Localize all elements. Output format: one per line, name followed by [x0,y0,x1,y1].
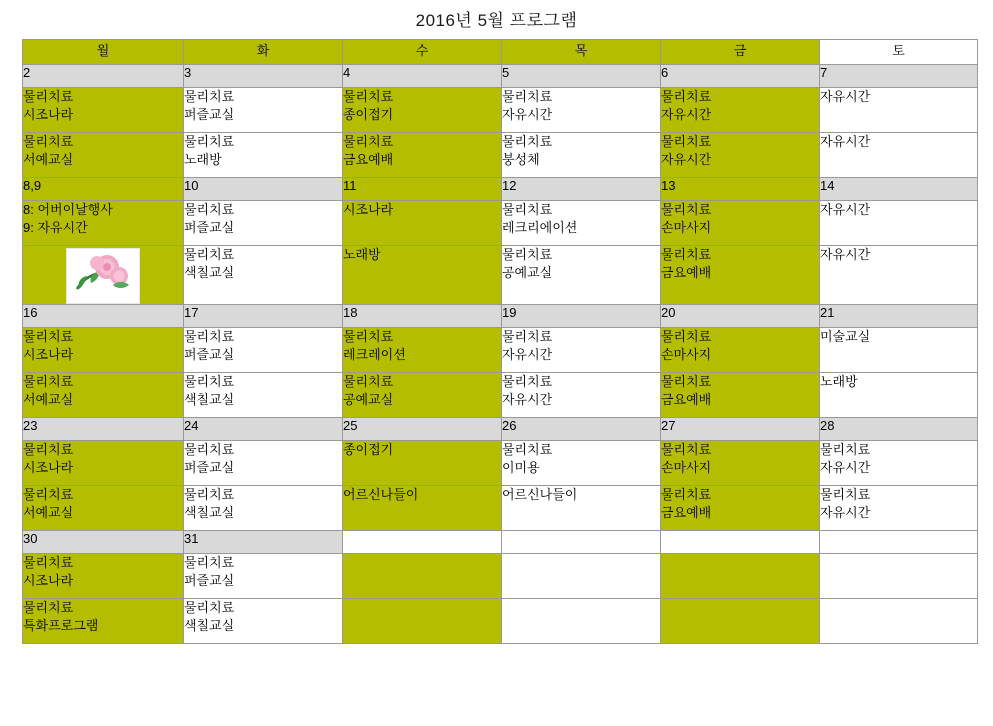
daynum-cell: 6 [661,65,820,88]
daynum-cell [820,531,978,554]
program-line-2: 금요예배 [661,264,712,280]
program-line-1: 물리치료 [184,600,235,615]
program-line-1: 물리치료 [661,89,712,104]
program-cell [820,246,978,305]
program-cell-empty [661,599,820,644]
program-row [23,201,978,246]
weekday-header-sat: 토 [820,40,978,65]
program-line-2: 특화프로그램 [23,617,99,633]
program-cell [820,441,978,486]
program-line-1: 어르신나들이 [502,487,578,502]
program-cell [502,328,661,373]
daynum-row [23,65,978,88]
program-row [23,246,978,305]
program-cell [820,201,978,246]
program-cell [184,328,343,373]
program-cell [661,133,820,178]
daynum-cell: 7 [820,65,978,88]
program-line-1: 물리치료 [184,555,235,570]
program-line-1: 물리치료 [23,600,74,615]
weekday-header-tue: 화 [184,40,343,65]
daynum-cell: 10 [184,178,343,201]
program-line-2: 퍼즐교실 [184,106,235,122]
program-line-2: 이미용 [502,459,540,475]
program-line-1: 물리치료 [502,442,553,457]
program-cell-empty [661,554,820,599]
program-cell [820,133,978,178]
program-cell [502,441,661,486]
program-cell [184,486,343,531]
program-cell-empty [820,599,978,644]
program-line-1: 어르신나들이 [343,487,419,502]
program-line-2: 자유시간 [502,391,553,407]
program-cell [343,373,502,418]
program-line-1: 노래방 [820,374,858,389]
program-row [23,373,978,418]
program-cell [23,328,184,373]
program-line-2: 시조나라 [23,572,74,588]
program-cell [502,133,661,178]
program-line-1: 물리치료 [23,487,74,502]
program-line-1: 물리치료 [661,329,712,344]
weekday-header-row [23,40,978,65]
program-cell [23,441,184,486]
page-title: 2016년 5월 프로그램 [415,11,578,30]
program-line-2: 색칠교실 [184,264,235,280]
daynum-row [23,531,978,554]
daynum-cell: 23 [23,418,184,441]
daynum-cell: 11 [343,178,502,201]
program-cell-with-image [23,246,184,305]
program-line-2: 공예교실 [343,391,394,407]
weekday-header-mon: 월 [23,40,184,65]
daynum-cell: 20 [661,305,820,328]
program-line-2: 시조나라 [23,346,74,362]
program-line-2: 자유시간 [502,106,553,122]
program-line-1: 물리치료 [502,374,553,389]
program-line-2: 자유시간 [502,346,553,362]
program-cell [661,486,820,531]
program-line-1: 물리치료 [502,329,553,344]
calendar-head [23,40,978,65]
program-line-2: 손마사지 [661,346,712,362]
program-cell [184,133,343,178]
daynum-cell [502,531,661,554]
program-line-1: 물리치료 [184,442,235,457]
daynum-cell: 19 [502,305,661,328]
program-line-2: 금요예배 [661,504,712,520]
daynum-cell: 27 [661,418,820,441]
program-cell [184,88,343,133]
program-line-2: 금요예배 [661,391,712,407]
program-line-2: 퍼즐교실 [184,459,235,475]
program-line-1: 물리치료 [502,89,553,104]
program-cell [23,599,184,644]
program-line-2: 자유시간 [661,106,712,122]
program-cell [184,246,343,305]
program-cell [502,486,661,531]
program-line-2: 색칠교실 [184,617,235,633]
daynum-cell: 2 [23,65,184,88]
program-cell-empty [343,599,502,644]
program-line-1: 물리치료 [23,555,74,570]
program-line-2: 공예교실 [502,264,553,280]
program-line-1: 물리치료 [661,487,712,502]
program-cell [661,328,820,373]
weekday-header-thu: 목 [502,40,661,65]
weekday-header-wed: 수 [343,40,502,65]
program-line-2: 색칠교실 [184,391,235,407]
program-line-2: 색칠교실 [184,504,235,520]
program-line-1: 물리치료 [184,134,235,149]
program-line-1: 물리치료 [820,487,871,502]
program-line-2: 손마사지 [661,219,712,235]
daynum-cell: 26 [502,418,661,441]
program-line-1: 물리치료 [23,329,74,344]
program-cell [343,246,502,305]
program-cell-empty [502,599,661,644]
daynum-cell: 8,9 [23,178,184,201]
program-line-1: 물리치료 [661,134,712,149]
program-row [23,441,978,486]
program-cell-empty [820,554,978,599]
program-cell [661,246,820,305]
daynum-cell: 16 [23,305,184,328]
program-line-1: 종이접기 [343,442,394,457]
program-line-1: 물리치료 [661,247,712,262]
program-cell-empty [343,554,502,599]
program-cell [820,373,978,418]
program-cell [343,441,502,486]
program-line-2: 퍼즐교실 [184,572,235,588]
program-cell [184,201,343,246]
program-line-1: 물리치료 [343,134,394,149]
program-cell [343,486,502,531]
program-row [23,554,978,599]
program-line-1: 미술교실 [820,329,871,344]
daynum-cell: 4 [343,65,502,88]
program-line-1: 물리치료 [820,442,871,457]
program-cell [820,486,978,531]
program-line-2: 자유시간 [820,459,871,475]
daynum-cell: 17 [184,305,343,328]
program-cell [184,599,343,644]
program-cell [661,88,820,133]
daynum-row [23,418,978,441]
program-line-1: 시조나라 [343,202,394,217]
program-line-1: 물리치료 [661,374,712,389]
program-line-1: 물리치료 [661,202,712,217]
daynum-cell: 14 [820,178,978,201]
daynum-cell: 24 [184,418,343,441]
program-line-2: 손마사지 [661,459,712,475]
program-line-1: 물리치료 [23,442,74,457]
program-line-1: 물리치료 [343,89,394,104]
program-line-2: 붕성체 [502,151,540,167]
program-cell [184,554,343,599]
daynum-cell: 3 [184,65,343,88]
daynum-cell [343,531,502,554]
program-line-1: 물리치료 [502,247,553,262]
program-line-1: 8: 어버이날행사 [23,202,113,217]
program-row [23,486,978,531]
program-cell [23,373,184,418]
program-line-1: 물리치료 [184,247,235,262]
program-line-1: 물리치료 [23,89,74,104]
program-cell [661,441,820,486]
program-line-1: 물리치료 [184,374,235,389]
program-cell [661,201,820,246]
program-row [23,599,978,644]
daynum-row [23,178,978,201]
daynum-cell: 13 [661,178,820,201]
program-cell-empty [502,554,661,599]
program-cell [23,133,184,178]
program-line-2: 노래방 [184,151,222,167]
program-line-2: 시조나라 [23,459,74,475]
program-line-1: 물리치료 [23,134,74,149]
program-line-2: 서예교실 [23,391,74,407]
program-cell [343,328,502,373]
program-cell [502,201,661,246]
daynum-cell: 18 [343,305,502,328]
program-cell [23,554,184,599]
program-cell [184,441,343,486]
daynum-cell: 5 [502,65,661,88]
program-line-2: 자유시간 [820,504,871,520]
program-line-1: 자유시간 [820,202,871,217]
program-cell [502,246,661,305]
program-calendar-table [22,39,978,644]
program-line-2: 금요예배 [343,151,394,167]
program-cell [23,486,184,531]
program-cell [820,88,978,133]
program-line-2: 레크레이션 [343,346,406,362]
program-line-2: 서예교실 [23,504,74,520]
program-line-1: 물리치료 [661,442,712,457]
calendar-body [23,65,978,644]
program-line-1: 물리치료 [502,202,553,217]
program-line-1: 물리치료 [343,374,394,389]
program-line-1: 물리치료 [184,487,235,502]
program-line-2: 퍼즐교실 [184,219,235,235]
program-cell [820,328,978,373]
daynum-cell: 25 [343,418,502,441]
program-line-2: 시조나라 [23,106,74,122]
program-line-1: 노래방 [343,247,381,262]
daynum-cell: 12 [502,178,661,201]
program-line-2: 종이접기 [343,106,394,122]
daynum-cell: 31 [184,531,343,554]
program-cell [502,88,661,133]
program-line-1: 물리치료 [184,202,235,217]
program-line-2: 레크리에이션 [502,219,578,235]
program-line-2: 9: 자유시간 [23,219,88,235]
program-cell [343,201,502,246]
program-line-2: 서예교실 [23,151,74,167]
daynum-cell: 28 [820,418,978,441]
daynum-cell: 21 [820,305,978,328]
program-row [23,328,978,373]
program-line-1: 물리치료 [343,329,394,344]
program-line-1: 물리치료 [184,89,235,104]
program-cell [502,373,661,418]
program-line-1: 자유시간 [820,89,871,104]
program-row [23,133,978,178]
program-cell [184,373,343,418]
program-line-2: 퍼즐교실 [184,346,235,362]
daynum-cell [661,531,820,554]
weekday-header-fri: 금 [661,40,820,65]
program-line-2: 자유시간 [661,151,712,167]
flower-photo-icon [66,248,140,304]
program-line-1: 물리치료 [502,134,553,149]
program-line-1: 물리치료 [23,374,74,389]
program-row [23,88,978,133]
program-cell [23,201,184,246]
daynum-cell: 30 [23,531,184,554]
program-line-1: 자유시간 [820,247,871,262]
program-cell [23,88,184,133]
daynum-row [23,305,978,328]
program-line-1: 물리치료 [184,329,235,344]
program-cell [661,373,820,418]
program-cell [343,133,502,178]
program-cell [343,88,502,133]
program-line-1: 자유시간 [820,134,871,149]
